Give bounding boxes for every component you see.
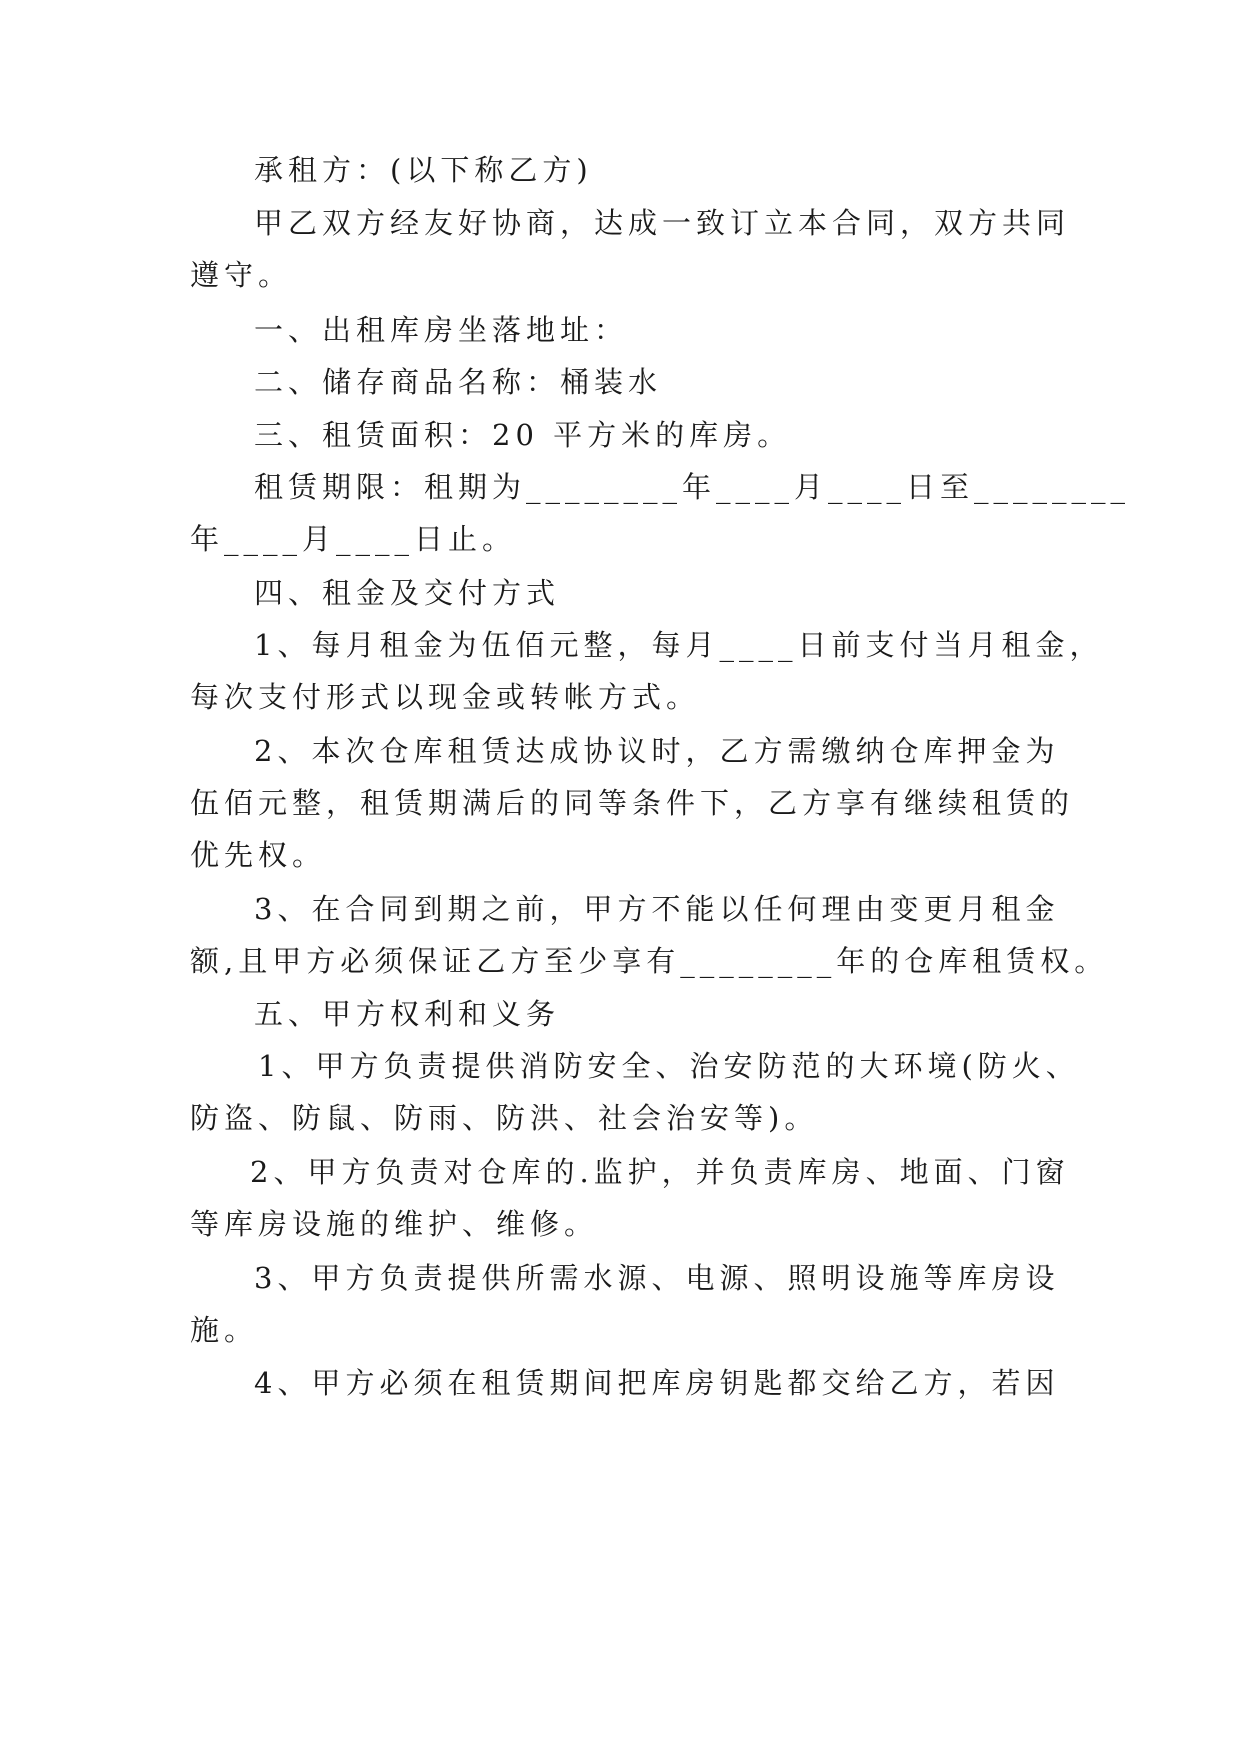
clause-line-a-2: 2、甲方负责对仓库的.监护，并负责库房、地面、门窗 — [250, 1155, 1070, 1189]
section-heading-rent: 四、租金及交付方式 — [254, 576, 561, 610]
clause-line-rent-2-cont2: 优先权。 — [190, 838, 327, 872]
clause-line-a-3: 3、甲方负责提供所需水源、电源、照明设施等库房设 — [254, 1261, 1060, 1295]
paragraph-line-intro-cont: 遵守。 — [190, 258, 293, 292]
clause-line-a-1: 1、甲方负责提供消防安全、治安防范的大环境(防火、 — [258, 1049, 1080, 1083]
clause-line-rent-1-cont: 每次支付形式以现金或转帐方式。 — [190, 680, 701, 714]
clause-line-a-3-cont: 施。 — [190, 1313, 259, 1347]
clause-line-rent-2: 2、本次仓库租赁达成协议时，乙方需缴纳仓库押金为 — [254, 734, 1060, 768]
clause-line-rent-2-cont: 伍佰元整，租赁期满后的同等条件下，乙方享有继续租赁的 — [190, 786, 1075, 820]
clause-line-a-4: 4、甲方必须在租赁期间把库房钥匙都交给乙方，若因 — [254, 1366, 1060, 1400]
paragraph-line-lessee: 承租方：(以下称乙方) — [254, 153, 593, 187]
section-heading-goods: 二、储存商品名称：桶装水 — [254, 365, 663, 399]
clause-line-rent-3-cont: 额,且甲方必须保证乙方至少享有________年的仓库租赁权。 — [190, 944, 1109, 978]
clause-line-a-2-cont: 等库房设施的维护、维修。 — [190, 1207, 599, 1241]
clause-line-rent-1: 1、每月租金为伍佰元整，每月____日前支付当月租金， — [254, 628, 1104, 662]
section-heading-party-a: 五、甲方权利和义务 — [254, 997, 561, 1031]
paragraph-line-term-cont: 年____月____日止。 — [190, 522, 517, 556]
clause-line-a-1-cont: 防盗、防鼠、防雨、防洪、社会治安等)。 — [190, 1101, 819, 1135]
paragraph-line-intro: 甲乙双方经友好协商，达成一致订立本合同，双方共同 — [254, 206, 1071, 240]
clause-line-rent-3: 3、在合同到期之前，甲方不能以任何理由变更月租金 — [254, 892, 1060, 926]
paragraph-line-term: 租赁期限：租期为________年____月____日至________ — [254, 470, 1131, 504]
section-heading-address: 一、出租库房坐落地址： — [254, 313, 629, 347]
section-heading-area: 三、租赁面积：20 平方米的库房。 — [254, 418, 792, 452]
